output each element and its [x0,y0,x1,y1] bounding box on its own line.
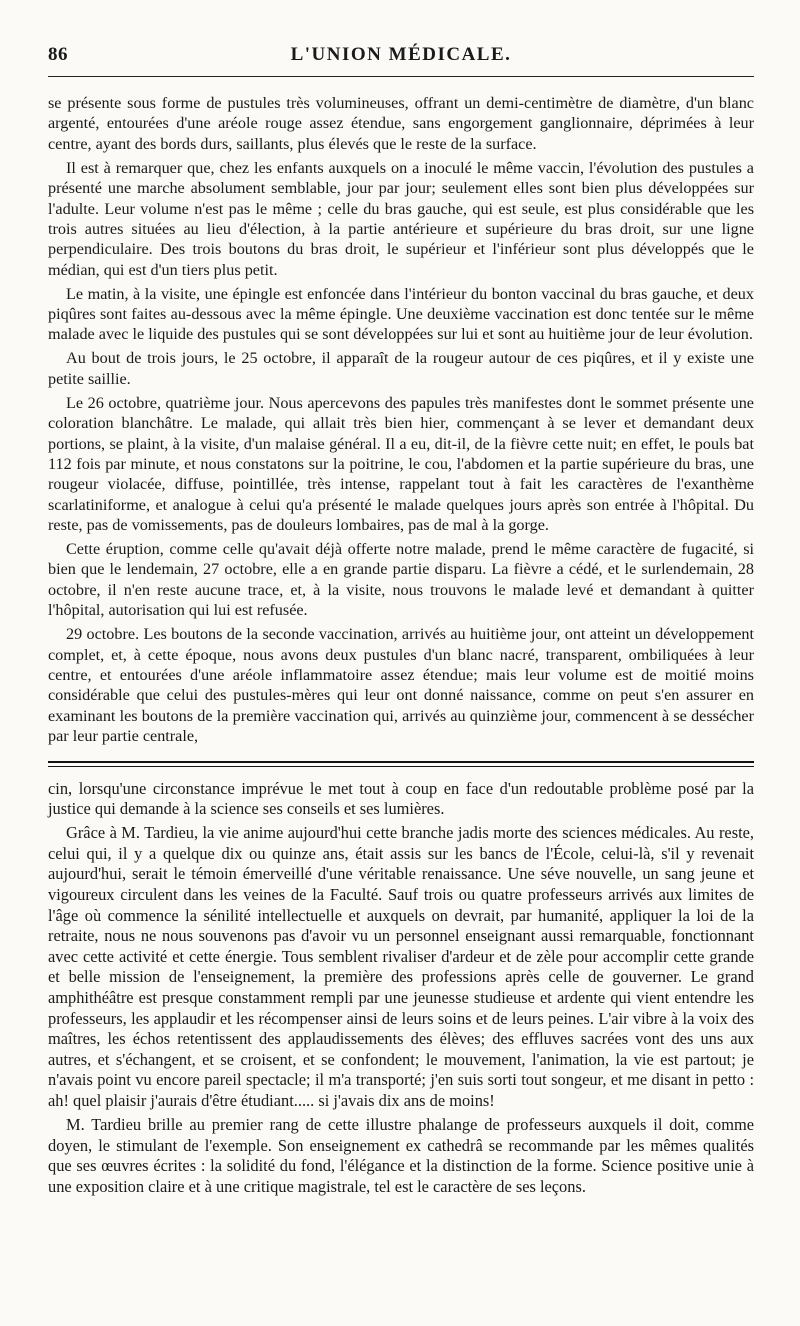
feuilleton-paragraph: Grâce à M. Tardieu, la vie anime aujourd'hui cette branche jadis morte des sciences médicales. Au reste, celui qui, il y a quelque dix ou quinze ans, était assis sur les bancs de l'École, celui-là, s'il y revenait aujourd'hui, serait le témoin émerveillé d'une véritable renaissance. Une séve nouvelle, un sang jeune et vigoureux circulent dans les veines de la Faculté. Sauf trois ou quatre professeurs arrivés aux limites de l'âge où commence la sénilité intellectuelle et auxquels on devrait, par humanité, appliquer la loi de la retraite, nous ne nous souvenons pas d'avoir vu un personnel enseignant aussi remarquable, fonctionnant avec cette activité et cette énergie. Tous semblent rivaliser d'ardeur et de zèle pour accomplir cette grande et belle mission de l'enseignement, la première des professions après celle de gouverner. Le grand amphithéâtre est presque constamment rempli par une jeunesse studieuse et ardente qui vient entendre les professeurs, les applaudir et les récompenser ainsi de leurs soins et de leurs peines. L'air vibre à la voix des maîtres, les échos retentissent des applaudissements des élèves; des effluves sacrées vont des uns aux autres, et s'échangent, et se croisent, et se confondent; le mouvement, l'animation, la vie est partout; je n'avais point vu encore pareil spectacle; il m'a transporté; j'en suis sorti tout songeur, et me disant in petto : ah! quel plaisir j'aurais d'être étudiant..... si j'avais dix ans de moins! [48,823,754,1110]
page-header [48,44,754,70]
newspaper-page [48,44,754,1201]
article-body [48,93,754,747]
article-paragraph: Cette éruption, comme celle qu'avait déjà offerte notre malade, prend le même caractère de fugacité, si bien que le lendemain, 27 octobre, elle a en grande partie disparu. La fièvre a cédé, et le surlendemain, 28 octobre, il n'en reste aucune trace, et, à la visite, nous trouvons le malade levé et demandant à quitter l'hôpital, autorisation qui lui est refusée. [48,540,754,620]
article-paragraph: Le 26 octobre, quatrième jour. Nous apercevons des papules très manifestes dont le sommet présente une coloration blanchâtre. Le malade, qui allait très bien hier, commençant à se lever et demandant deux portions, se plaint, à la visite, d'un malaise général. Il a eu, dit-il, de la fièvre cette nuit; en effet, le pouls bat 112 fois par minute, et nous constatons sur la poitrine, le cou, l'abdomen et la partie supérieure du bras, une rougeur violacée, diffuse, pointillée, très intense, rappelant tout à fait les caractères de l'exanthème scarlatiniforme, et analogue à celui qu'a présenté le malade quelques jours après son entrée à l'hôpital. Du reste, pas de vomissements, pas de douleurs lombaires, pas de mal à la gorge. [48,393,754,535]
article-paragraph: Le matin, à la visite, une épingle est enfoncée dans l'intérieur du bonton vaccinal du bras gauche, et deux piqûres sont faites au-dessous avec la même épingle. Une deuxième vaccination est donc tentée sur le même malade avec le liquide des pustules qui se sont développées sur lui et sont au huitième jour de leur évolution. [48,284,754,344]
feuilleton-body [48,779,754,1198]
article-paragraph: se présente sous forme de pustules très volumineuses, offrant un demi-centimètre de diamètre, d'un blanc argenté, entourées d'une aréole rouge assez étendue, sans engorgement ganglionnaire, déprimées à leur centre, ayant des bords durs, saillants, plus élevés que le reste de la surface. [48,94,754,153]
feuilleton-paragraph: cin, lorsqu'une circonstance imprévue le met tout à coup en face d'un redoutable problème posé par la justice qui demande à la science ses conseils et ses lumières. [48,778,754,819]
article-paragraph: 29 octobre. Les boutons de la seconde vaccination, arrivés au huitième jour, ont atteint un développement complet, et, à cette époque, nous avons deux pustules d'un blanc nacré, transparent, ombiliquées à leur centre, et entourées d'une aréole inflammatoire assez étendue; mais leur volume est de moitié moins considérable que celui des pustules-mères qui leur ont donné naissance, comme on peut s'en assurer en examinant les boutons de la première vaccination qui, arrivés au quinzième jour, commencent à se dessécher par leur partie centrale, [48,625,754,746]
running-title: L'UNION MÉDICALE. [290,44,512,65]
feuilleton-separator [48,761,754,767]
article-paragraph: Au bout de trois jours, le 25 octobre, il apparaît de la rougeur autour de ces piqûres, et il y existe une petite saillie. [48,349,754,388]
article-paragraph: Il est à remarquer que, chez les enfants auxquels on a inoculé le même vaccin, l'évolution des pustules a présenté une marche absolument semblable, jour par jour; seulement elles sont bien plus développées sur l'adulte. Leur volume n'est pas le même ; celle du bras gauche, qui est seule, est plus considérable que les trois autres situées au lieu d'élection, à la partie antérieure et supérieure du bras droit, sur une ligne perpendiculaire. Des trois boutons du bras droit, le supérieur et l'inférieur sont plus développés que le médian, qui est d'un tiers plus petit. [48,158,754,279]
feuilleton-paragraph: M. Tardieu brille au premier rang de cette illustre phalange de professeurs auxquels il doit, comme doyen, le stimulant de l'exemple. Son enseignement ex cathedrâ se recommande par les mêmes qualités que ses œuvres écrites : la solidité du fond, l'élégance et la distinction de la forme. Science positive unie à une exposition claire et à une critique magistrale, tel est le caractère de ses leçons. [48,1115,754,1196]
header-rule [48,76,754,77]
page-number: 86 [48,44,68,65]
